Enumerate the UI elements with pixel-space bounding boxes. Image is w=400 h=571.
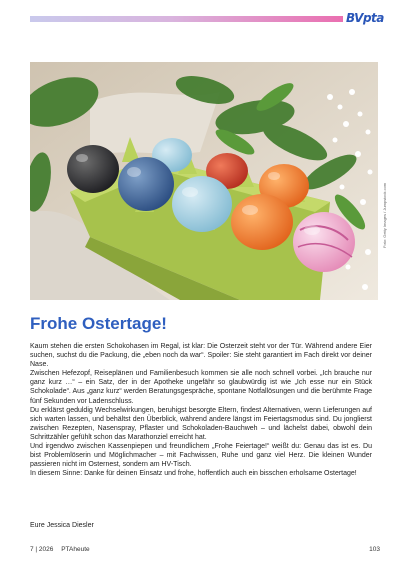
article-paragraph: In diesem Sinne: Danke für deinen Einsatz und frohe, hoffentlich auch ein bisschen erholsame Ostertage! xyxy=(30,470,357,478)
article-paragraph: Du erklärst geduldig Wechselwirkungen, beruhigst besorgte Eltern, findest Alternativen, wenn Lieferungen auf sich warten lassen, und behältst den Überblick, während andere längst im Feiertagsmodus sind. Du jonglierst zwischen Rezepten, Nasenspray, Pflaster und Schokoladen-Bauchweh – und lächelst dabei, obwohl dein Schrittzähler gefühlt schon das Marathonziel erreicht hat. xyxy=(30,406,372,441)
page-footer xyxy=(30,546,380,553)
photo-credit: Foto: Getty Images / Jumpstock.com xyxy=(382,182,387,248)
page-number: 103 xyxy=(369,546,380,553)
article-body xyxy=(30,342,372,478)
issue-number: 7 | 2026 xyxy=(30,546,54,553)
publication-name: PTAheute xyxy=(61,546,90,553)
article-paragraph: Kaum stehen die ersten Schokohasen im Regal, ist klar: Die Osterzeit steht vor der Tür. Während andere Eier suchen, suchst du die Packung, die „eben noch da war“. Spoiler: Sie steht garantiert im Fach direkt vor deiner Nase. xyxy=(30,343,372,369)
easter-eggs-photo xyxy=(30,62,378,300)
article-headline: Frohe Ostertage! xyxy=(30,314,167,333)
black-egg xyxy=(67,145,119,193)
article-paragraph: Zwischen Hefezopf, Reiseplänen und Familienbesuch kommen sie alle noch schnell vorbei. „Ich brauche nur ganz kurz …“ – ein Satz, der in der Apotheke ungefähr so glaubwürdig ist wie „Ich esse nur ein Stück Schokolade“. Aus „ganz kurz“ werden Beratungsgespräche, spontane Notfallösungen und die berühmte Frage fünf Sekunden vor Ladenschluss. xyxy=(30,370,372,405)
article-paragraph: Und irgendwo zwischen Kassenpiepen und freundlichem „Frohe Feiertage!“ weißt du: Genau das ist es. Du bist Problemlöserin und Möglichmacher – mit Fachwissen, Ruhe und ganz viel Herz. Die kleinen Wunder passieren nicht im Osternest, sondern am HV-Tisch. xyxy=(30,443,372,469)
author-signature: Eure Jessica Diesler xyxy=(30,522,94,529)
header-gradient-bar xyxy=(30,16,343,22)
brand-logo: BVpta xyxy=(346,11,384,25)
